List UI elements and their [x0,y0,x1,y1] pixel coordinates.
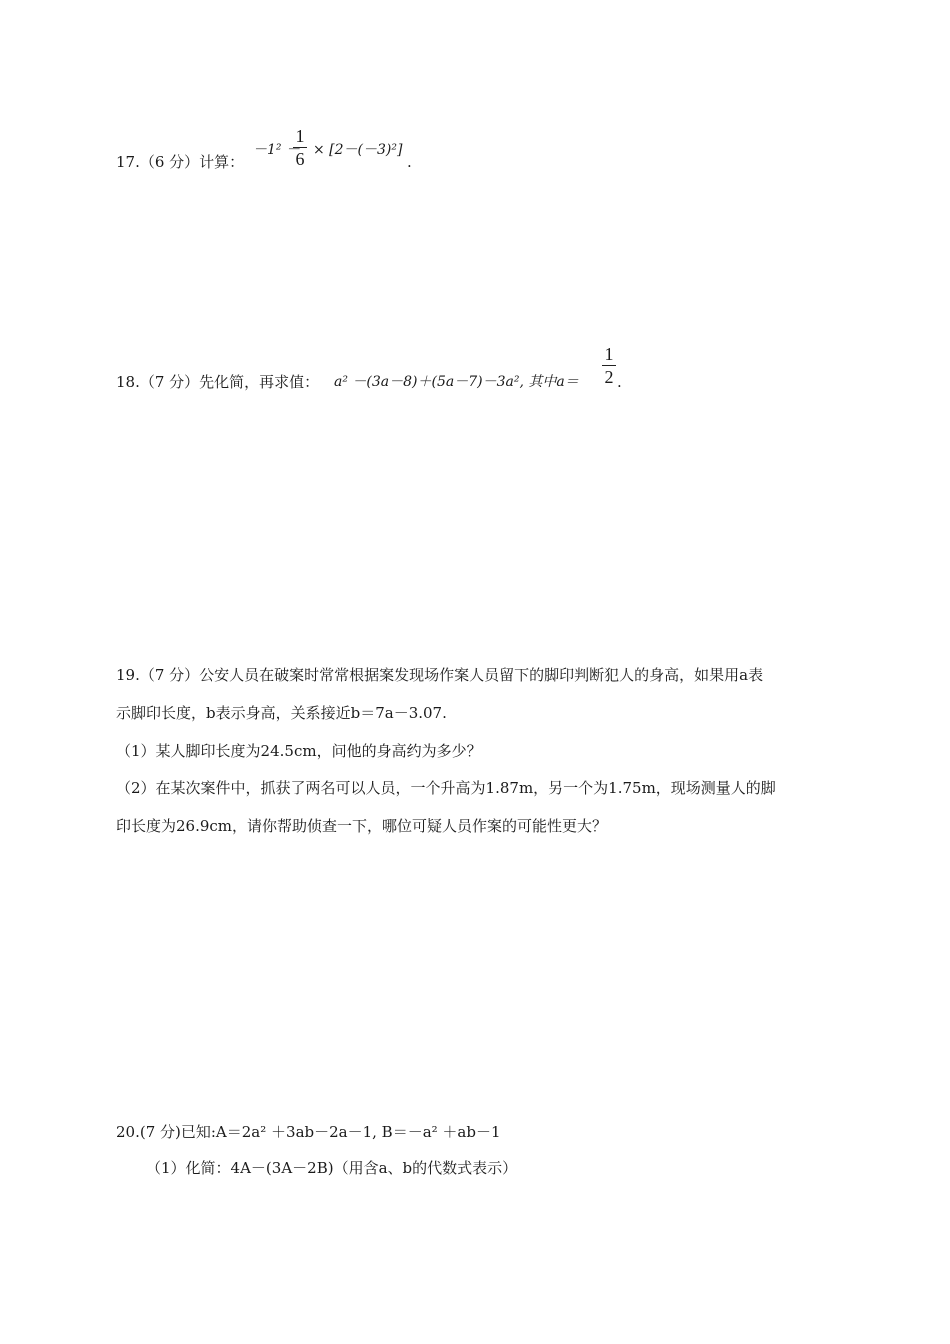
q17-frac-numerator: 1 [295,126,305,146]
q19-line2: 示脚印长度，b表示身高，关系接近b＝7a－3.07. [116,704,447,722]
q18-frac-numerator: 1 [604,344,614,364]
q17-label: 17.（6 分）计算： [116,153,245,171]
q17-frac-denominator: 6 [295,149,305,169]
q17-end: . [407,153,412,171]
q17-expr-left: －1² － [253,142,300,158]
q20-part1: （1）化简：4A－(3A－2B)（用含a、b的代数式表示） [146,1159,518,1177]
q19-part1: （1）某人脚印长度为24.5cm，问他的身高约为多少？ [116,742,482,760]
q17-frac-bar [293,147,307,148]
q18-expr: a² －(3a－8)＋(5a－7)－3a², 其中a＝ [334,374,579,390]
q19-part2-line1: （2）在某次案件中，抓获了两名可以人员，一个升高为1.87m，另一个为1.75m，现场测量人的脚 [116,779,776,797]
q19-line1: 19.（7 分）公安人员在破案时常常根据案发现场作案人员留下的脚印判断犯人的身高，如果用a表 [116,666,764,684]
q18-end: . [617,373,622,391]
q17-fraction [293,126,307,169]
q18-fraction [602,344,616,387]
q20-line1: 20.(7 分)已知:A＝2a² ＋3ab－2a－1, B＝－a² ＋ab－1 [116,1123,501,1141]
q18-label: 18.（7 分）先化简，再求值： [116,373,320,391]
q19-part2-line2: 印长度为26.9cm，请你帮助侦查一下，哪位可疑人员作案的可能性更大？ [116,817,608,835]
q18-frac-denominator: 2 [604,367,614,387]
q18-frac-bar [602,365,616,366]
q17-expr-right: × [2－(－3)²] [313,142,403,158]
